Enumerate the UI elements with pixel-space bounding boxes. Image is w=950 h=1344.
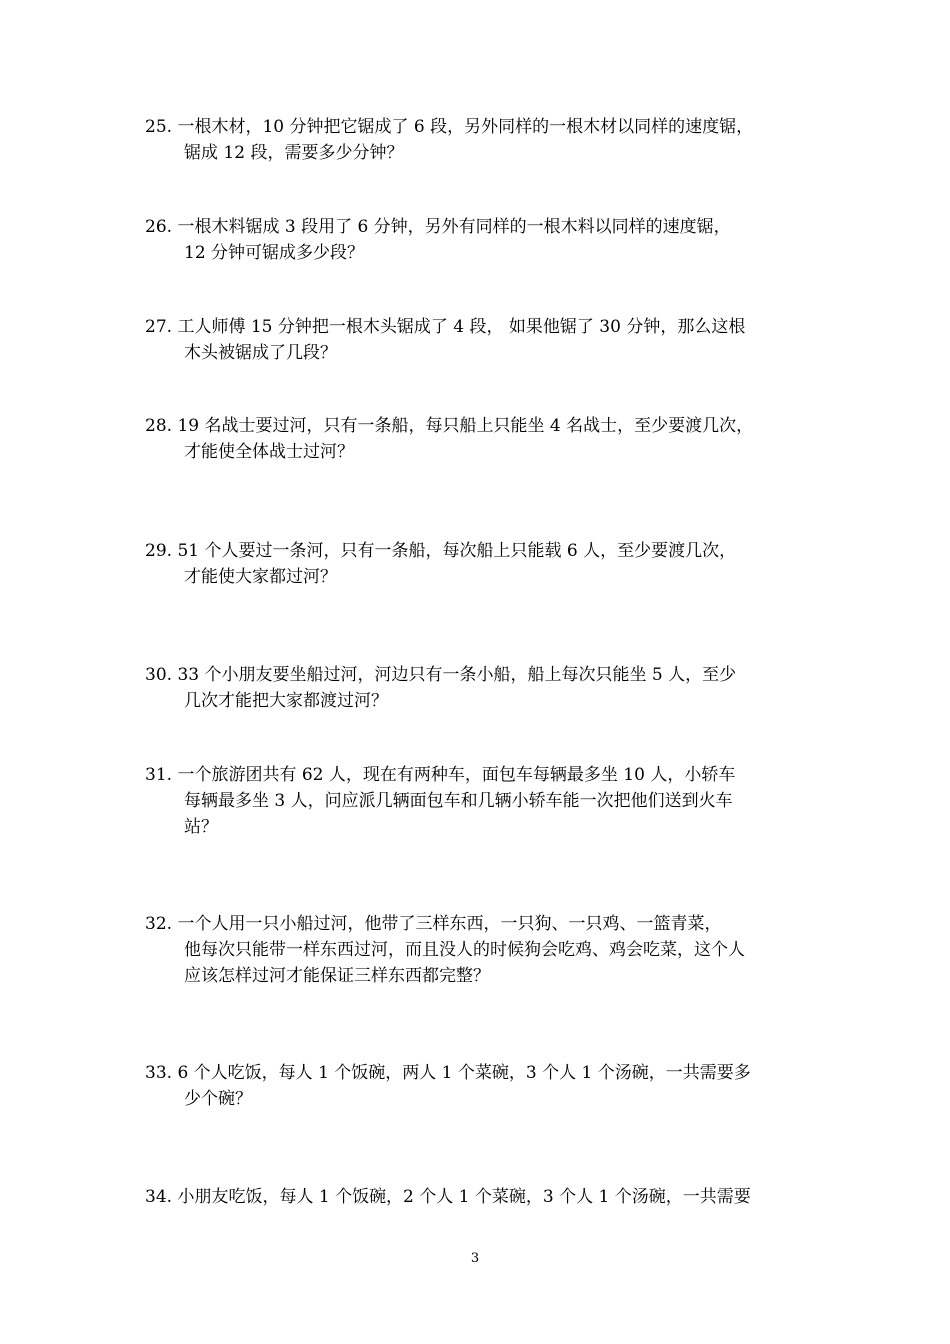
- problem-line: 每辆最多坐 3 人，问应派几辆面包车和几辆小轿车能一次把他们送到火车: [184, 791, 733, 811]
- problem-34: [145, 1184, 815, 1210]
- problem-line: 12 分钟可锯成多少段？: [184, 243, 365, 263]
- problem-line: 应该怎样过河才能保证三样东西都完整？: [184, 966, 490, 986]
- problem-line: 25. 一根木材，10 分钟把它锯成了 6 段，另外同样的一根木材以同样的速度锯，: [145, 117, 754, 137]
- problem-32: [145, 911, 815, 989]
- problem-line: 31. 一个旅游团共有 62 人，现在有两种车，面包车每辆最多坐 10 人，小轿车: [145, 765, 736, 785]
- problem-line: 32. 一个人用一只小船过河，他带了三样东西，一只狗、一只鸡、一篮青菜，: [145, 914, 722, 934]
- problem-line: 33. 6 个人吃饭，每人 1 个饭碗，两人 1 个菜碗，3 个人 1 个汤碗，一共需要多: [145, 1063, 751, 1083]
- problem-29: [145, 538, 815, 590]
- problem-line: 34. 小朋友吃饭，每人 1 个饭碗，2 个人 1 个菜碗，3 个人 1 个汤碗，一共需要: [145, 1187, 751, 1207]
- problem-28: [145, 413, 815, 465]
- problem-line: 站？: [184, 817, 218, 837]
- page-number: 3: [470, 1251, 480, 1266]
- problem-line: 几次才能把大家都渡过河？: [184, 691, 388, 711]
- problem-30: [145, 662, 815, 714]
- problem-line: 27. 工人师傅 15 分钟把一根木头锯成了 4 段， 如果他锯了 30 分钟，那么这根: [145, 317, 746, 337]
- problem-line: 少个碗？: [184, 1089, 252, 1109]
- problem-25: [145, 114, 815, 166]
- problem-31: [145, 762, 815, 840]
- problem-33: [145, 1060, 815, 1112]
- problem-line: 30. 33 个小朋友要坐船过河，河边只有一条小船，船上每次只能坐 5 人，至少: [145, 665, 737, 685]
- problem-line: 28. 19 名战士要过河，只有一条船，每只船上只能坐 4 名战士，至少要渡几次，: [145, 416, 754, 436]
- problem-27: [145, 314, 815, 366]
- problem-line: 26. 一根木料锯成 3 段用了 6 分钟，另外有同样的一根木料以同样的速度锯，: [145, 217, 731, 237]
- problem-line: 29. 51 个人要过一条河，只有一条船，每次船上只能载 6 人，至少要渡几次，: [145, 541, 737, 561]
- problem-line: 锯成 12 段，需要多少分钟？: [184, 143, 404, 163]
- problem-line: 才能使大家都过河？: [184, 567, 337, 587]
- problem-line: 他每次只能带一样东西过河，而且没人的时候狗会吃鸡、鸡会吃菜，这个人: [184, 940, 745, 960]
- problem-26: [145, 214, 815, 266]
- problem-line: 木头被锯成了几段？: [184, 343, 337, 363]
- problem-line: 才能使全体战士过河？: [184, 442, 354, 462]
